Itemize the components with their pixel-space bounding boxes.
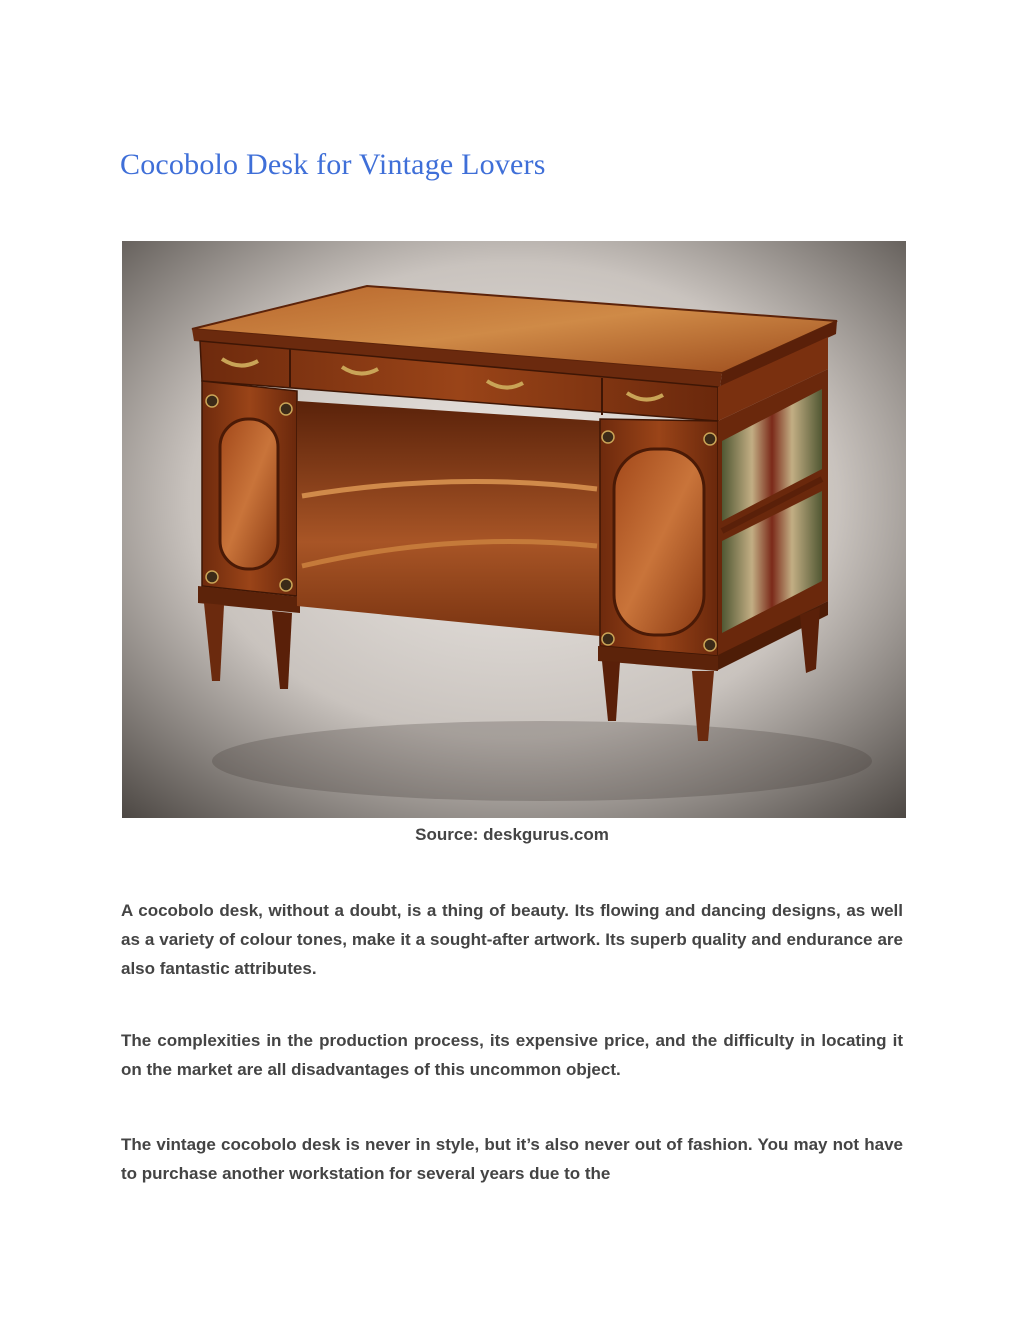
page-title: Cocobolo Desk for Vintage Lovers (120, 148, 546, 181)
body-paragraph-2: The complexities in the production process, its expensive price, and the difficulty in locating it on the market are all disadvantages of this uncommon object. (121, 1031, 903, 1079)
desk-photo (122, 241, 906, 818)
body-paragraph-3: The vintage cocobolo desk is never in style, but it’s also never out of fashion. You may not have to purchase another workstation for several years due to the (121, 1135, 903, 1183)
image-caption: Source: deskgurus.com (415, 825, 609, 844)
body-paragraph-1: A cocobolo desk, without a doubt, is a thing of beauty. Its flowing and dancing designs, as well as a variety of colour tones, make it a sought-after artwork. Its superb quality and endurance are also fantastic attributes. (121, 901, 903, 978)
